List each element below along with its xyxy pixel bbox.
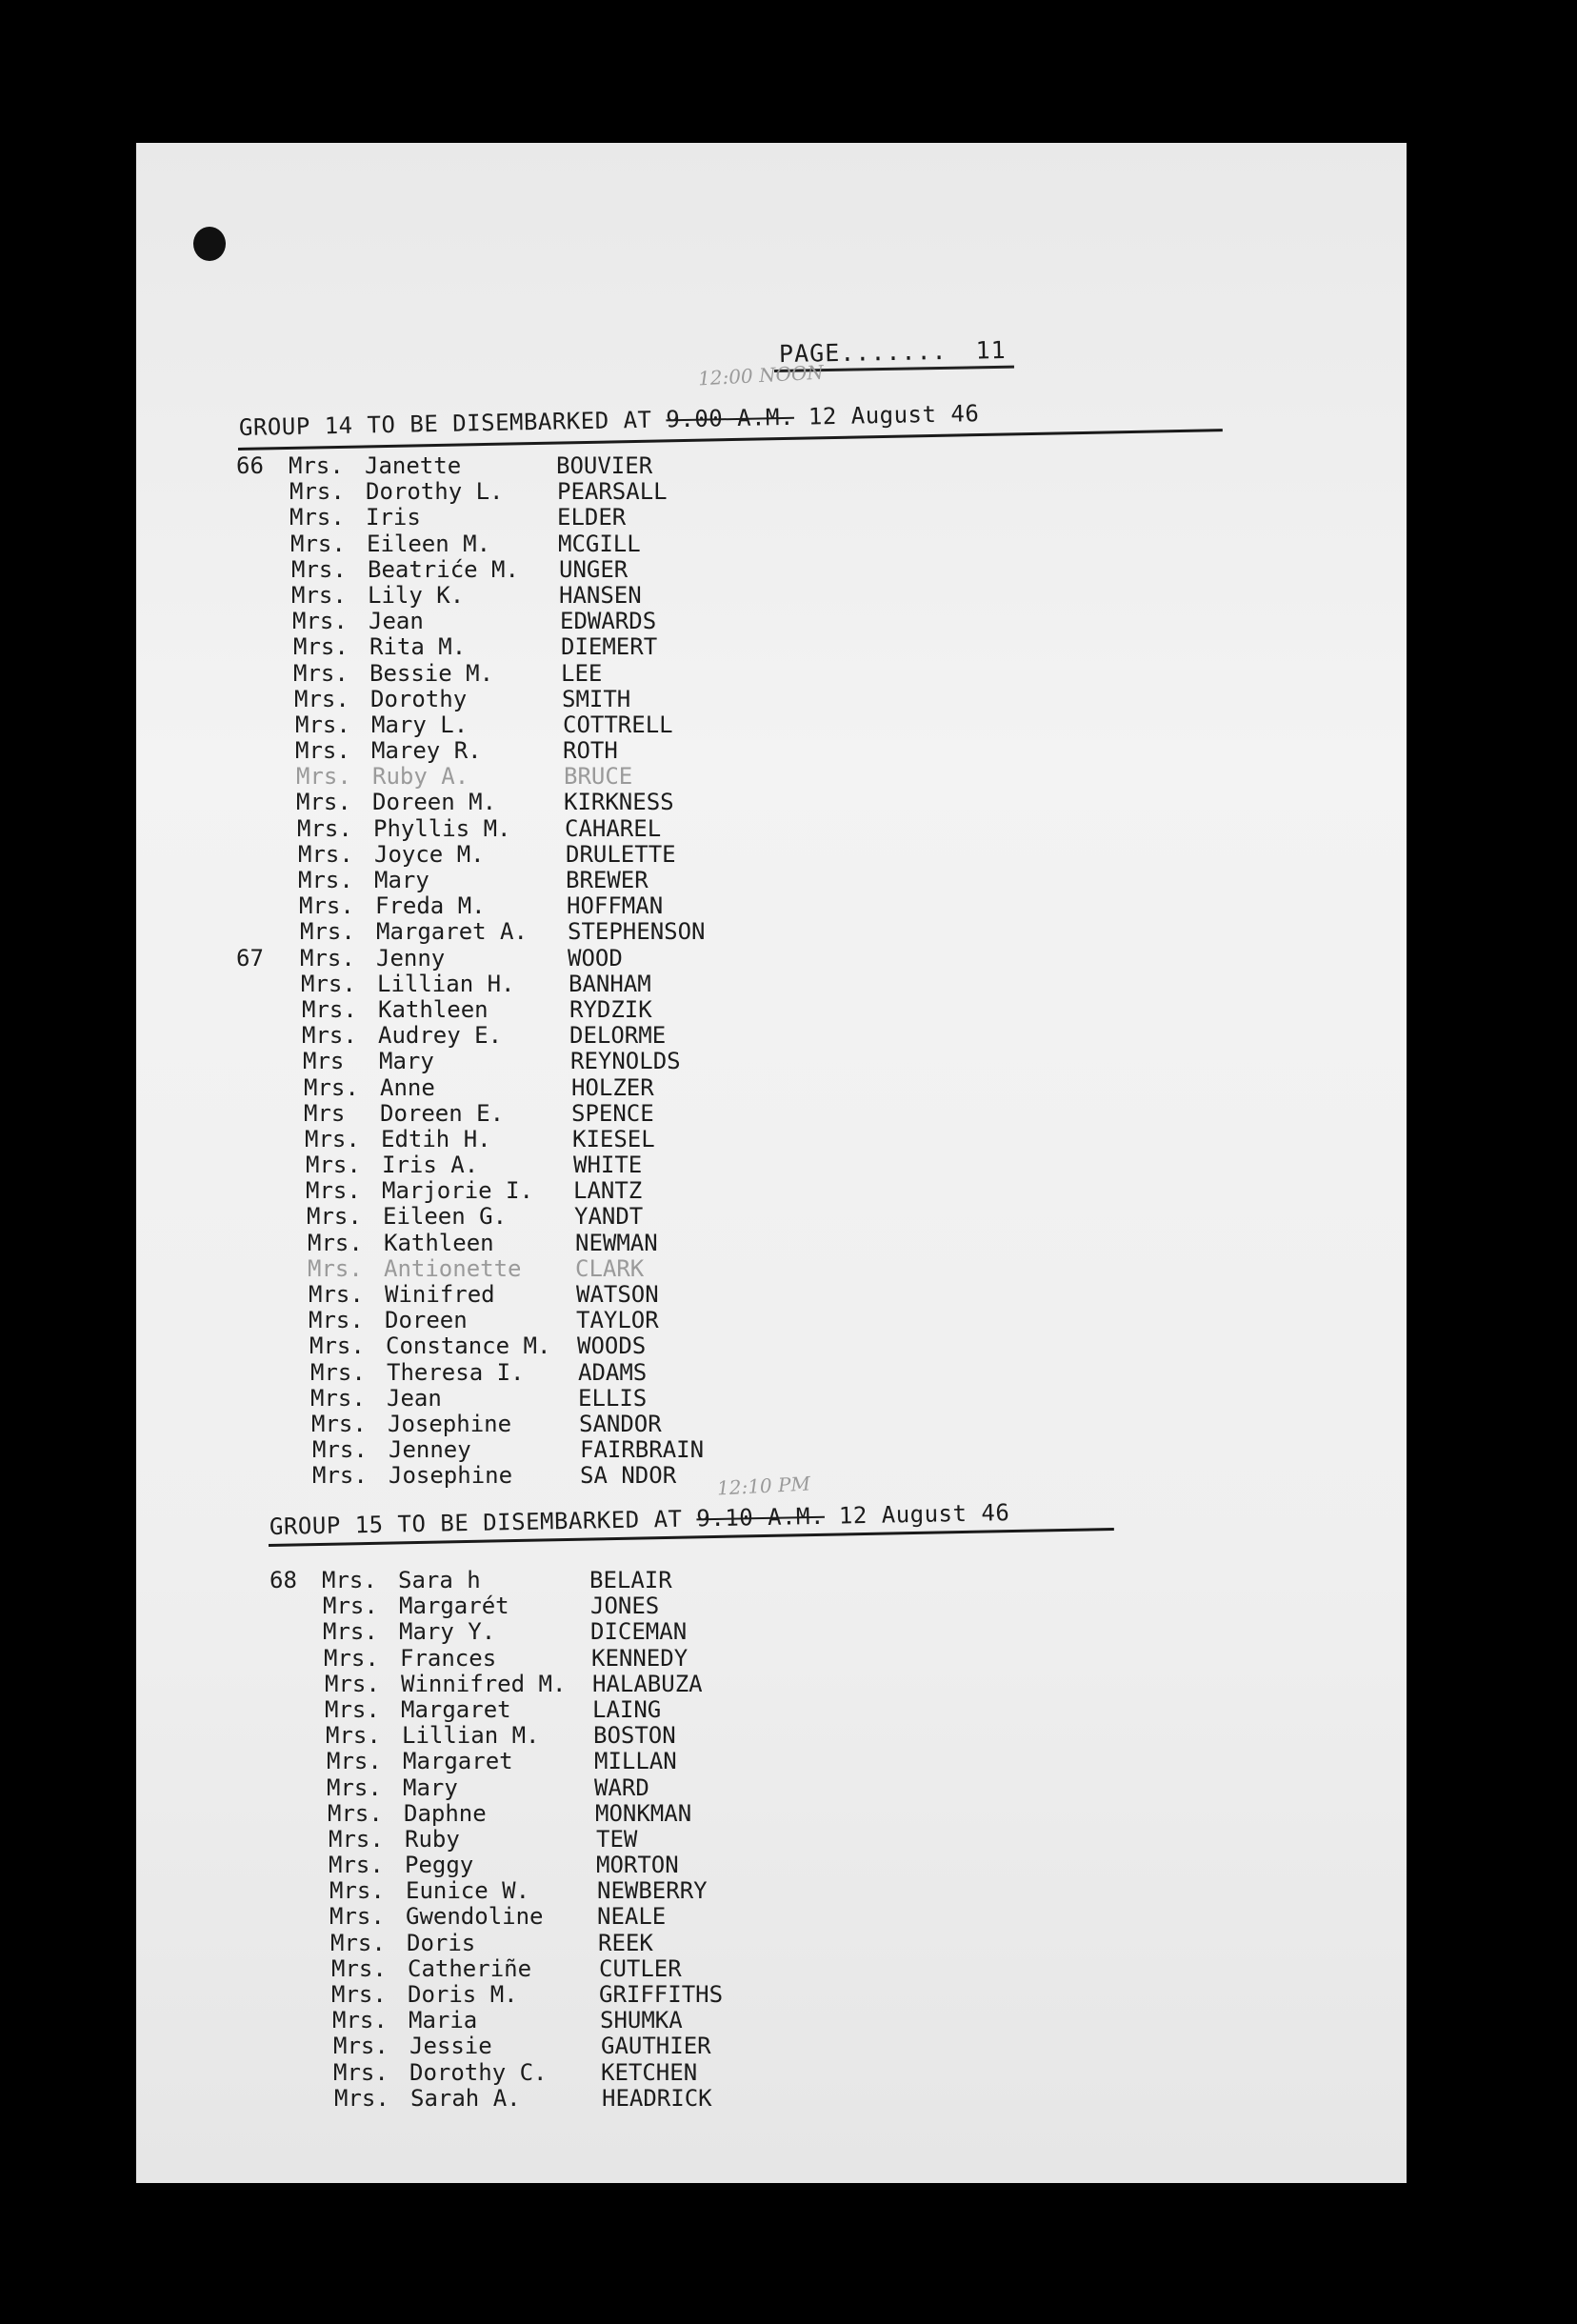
entry-title: Mrs.	[290, 530, 346, 557]
entry-surname: ELDER	[557, 504, 627, 531]
entry-surname: HOFFMAN	[567, 892, 664, 920]
entry-surname: NEWBERRY	[597, 1877, 708, 1905]
entry-given-name: Dorothy L.	[366, 478, 504, 506]
page-number: 11	[975, 335, 1007, 365]
group14-heading-text: GROUP 14 TO BE DISEMBARKED AT	[238, 406, 652, 441]
entry-title: Mrs.	[298, 840, 353, 868]
entry-surname: LAING	[592, 1695, 662, 1723]
entry-surname: CAHAREL	[565, 814, 662, 842]
entry-title: Mrs.	[306, 1152, 361, 1179]
entry-title: Mrs.	[333, 2033, 389, 2060]
entry-surname: CUTLER	[599, 1954, 682, 1982]
entry-surname: MCGILL	[558, 530, 641, 557]
group15-handwritten-time: 12:10 PM	[716, 1472, 811, 1500]
entry-surname: LEE	[561, 659, 603, 687]
entry-given-name: Winnifred M.	[401, 1670, 567, 1697]
entry-given-name: Eunice W.	[406, 1877, 530, 1905]
entry-surname: UNGER	[559, 555, 629, 583]
entry-surname: DELORME	[569, 1022, 667, 1050]
entry-surname: CLARK	[575, 1254, 645, 1282]
entry-surname: GAUTHIER	[601, 2033, 711, 2060]
entry-given-name: Kathleen	[384, 1229, 494, 1256]
entry-given-name: Frances	[400, 1644, 497, 1672]
entry-given-name: Rita M.	[369, 633, 467, 661]
entry-given-name: Joyce M.	[374, 840, 485, 868]
entry-surname: KENNEDY	[591, 1644, 689, 1672]
entry-title: Mrs.	[309, 1332, 365, 1360]
entry-given-name: Marey R.	[371, 737, 482, 765]
entry-given-name: Theresa I.	[387, 1358, 525, 1386]
entry-surname: SA NDOR	[580, 1462, 677, 1490]
entry-title: Mrs.	[300, 918, 355, 946]
entry-given-name: Kathleen	[378, 995, 489, 1023]
entry-title: Mrs.	[312, 1462, 368, 1490]
entry-surname: WARD	[594, 1773, 649, 1801]
entry-surname: TAYLOR	[576, 1307, 659, 1334]
entry-surname: BANHAM	[569, 970, 651, 997]
entry-given-name: Bessie M.	[369, 659, 494, 687]
entry-given-name: Doris	[407, 1929, 476, 1956]
entry-surname: GRIFFITHS	[599, 1981, 724, 2008]
entry-title: Mrs.	[293, 659, 349, 687]
entry-given-name: Ruby	[405, 1825, 460, 1853]
entry-title: Mrs.	[304, 1073, 359, 1101]
entry-given-name: Doreen	[385, 1307, 468, 1334]
entry-given-name: Jean	[387, 1384, 442, 1412]
entry-title: Mrs.	[296, 789, 351, 816]
entry-surname: MONKMAN	[595, 1799, 692, 1827]
entry-surname: HEADRICK	[602, 2084, 712, 2112]
entry-surname: RYDZIK	[569, 995, 652, 1023]
entry-title: Mrs.	[323, 1618, 378, 1646]
entry-surname: SPENCE	[571, 1099, 654, 1127]
entry-surname: HANSEN	[559, 581, 642, 609]
entry-given-name: Janette	[365, 452, 462, 479]
entry-given-name: Ruby A.	[372, 763, 469, 791]
entry-title: Mrs	[304, 1099, 346, 1127]
entry-title: Mrs.	[327, 1748, 382, 1775]
entry-given-name: Dorothy C.	[409, 2058, 548, 2086]
entry-surname: BELAIR	[589, 1567, 672, 1593]
entry-given-name: Mary	[374, 867, 429, 893]
entry-given-name: Dorothy	[370, 685, 468, 712]
entry-title: Mrs.	[310, 1358, 366, 1386]
entry-given-name: Phyllis M.	[373, 814, 511, 842]
entry-surname: WATSON	[576, 1281, 659, 1308]
entry-title: Mrs.	[291, 581, 347, 609]
entry-title: Mrs.	[324, 1644, 379, 1672]
entry-title: Mrs.	[327, 1773, 382, 1801]
entry-surname: BOSTON	[593, 1722, 676, 1750]
entry-given-name: Lillian H.	[377, 970, 515, 997]
entry-surname: DICEMAN	[590, 1618, 688, 1646]
entry-title: Mrs.	[333, 2058, 389, 2086]
entry-title: Mrs.	[299, 892, 354, 920]
entry-surname: YANDT	[574, 1203, 644, 1231]
entry-given-name: Josephine	[388, 1410, 512, 1437]
entry-surname: REYNOLDS	[570, 1048, 681, 1075]
group14-handwritten-time: 12:00 NOON	[697, 360, 825, 391]
entry-surname: MILLAN	[594, 1748, 677, 1775]
entry-surname: BREWER	[566, 867, 649, 893]
entry-title: Mrs.	[305, 1125, 360, 1152]
entry-given-name: Antionette	[384, 1254, 522, 1282]
entry-given-name: Doris M.	[408, 1981, 518, 2008]
entry-title: Mrs.	[323, 1593, 378, 1620]
entry-surname: WOOD	[568, 944, 623, 972]
entry-title: Mrs.	[332, 2007, 388, 2034]
entry-title: Mrs.	[298, 867, 353, 893]
entry-title: Mrs.	[295, 711, 350, 738]
entry-title: Mrs.	[329, 1903, 385, 1931]
entry-surname: KETCHEN	[601, 2058, 698, 2086]
group15-struck-time: 9.10 A.M.	[696, 1502, 826, 1533]
entry-surname: STEPHENSON	[568, 918, 706, 946]
entry-given-name: Margaret	[401, 1695, 511, 1723]
entry-surname: JONES	[590, 1593, 660, 1620]
entry-given-name: Doreen M.	[372, 789, 497, 816]
entry-given-name: Audrey E.	[378, 1022, 503, 1050]
entry-title: Mrs.	[291, 555, 347, 583]
entry-given-name: Peggy	[405, 1852, 474, 1879]
entry-surname: WHITE	[573, 1152, 643, 1179]
entry-title: Mrs.	[302, 1022, 357, 1050]
entry-title: Mrs.	[308, 1229, 363, 1256]
entry-surname: NEALE	[597, 1903, 667, 1931]
entry-surname: KIESEL	[572, 1125, 655, 1152]
entry-given-name: Jenney	[389, 1436, 471, 1464]
entry-given-name: Beatriće M.	[368, 555, 519, 583]
entry-title: Mrs.	[310, 1384, 366, 1412]
entry-given-name: Winifred	[385, 1281, 495, 1308]
entry-title: Mrs.	[309, 1307, 364, 1334]
entry-given-name: Eileen G.	[383, 1203, 508, 1231]
entry-title: Mrs.	[309, 1281, 364, 1308]
entry-title: Mrs.	[300, 944, 355, 972]
entry-surname: HOLZER	[571, 1073, 654, 1101]
entry-given-name: Sara h	[398, 1567, 481, 1593]
entry-surname: HALABUZA	[592, 1670, 703, 1697]
entry-title: Mrs.	[326, 1722, 381, 1750]
entry-title: Mrs	[303, 1048, 345, 1075]
entry-title: Mrs.	[294, 685, 349, 712]
entry-given-name: Freda M.	[375, 892, 486, 920]
entry-title: Mrs.	[329, 1825, 384, 1853]
entry-surname: COTTRELL	[563, 711, 673, 738]
entry-given-name: Mary Y.	[399, 1618, 496, 1646]
entry-title: Mrs.	[329, 1877, 385, 1905]
entry-surname: ELLIS	[578, 1384, 648, 1412]
entry-title: Mrs.	[325, 1695, 380, 1723]
entry-surname: ROTH	[563, 737, 618, 765]
entry-given-name: Jessie	[409, 2033, 492, 2060]
page-label-text: PAGE.......	[778, 337, 948, 369]
entry-surname: SHUMKA	[600, 2007, 683, 2034]
entry-title: Mrs.	[289, 452, 344, 479]
entry-given-name: Catheriñe	[408, 1954, 532, 1982]
entry-surname: DRULETTE	[566, 840, 676, 868]
entry-given-name: Lily K.	[368, 581, 465, 609]
entry-title: Mrs.	[302, 995, 357, 1023]
entry-title: Mrs.	[311, 1410, 367, 1437]
entry-surname: LANTZ	[573, 1177, 643, 1205]
entry-given-name: Iris	[366, 504, 421, 531]
entry-surname: DIEMERT	[561, 633, 658, 661]
entry-surname: EDWARDS	[560, 608, 657, 635]
entry-surname: BOUVIER	[556, 452, 653, 479]
entry-title: Mrs.	[289, 504, 345, 531]
entry-title: Mrs.	[307, 1203, 362, 1231]
entry-surname: NEWMAN	[575, 1229, 658, 1256]
entry-given-name: Sarah A.	[410, 2084, 521, 2112]
entry-given-name: Iris A.	[382, 1152, 479, 1179]
entry-surname: SMITH	[562, 685, 631, 712]
entry-surname: SANDOR	[579, 1410, 662, 1437]
entry-number: 68	[269, 1567, 297, 1593]
entry-surname: WOODS	[577, 1332, 647, 1360]
entry-given-name: Daphne	[404, 1799, 487, 1827]
entry-title: Mrs.	[330, 1929, 386, 1956]
entry-given-name: Mary	[403, 1773, 458, 1801]
entry-given-name: Margaret	[403, 1748, 513, 1775]
entry-title: Mrs.	[308, 1254, 363, 1282]
entry-number: 67	[236, 944, 264, 972]
entry-surname: REEK	[598, 1929, 653, 1956]
entry-title: Mrs.	[325, 1670, 380, 1697]
entry-given-name: Gwendoline	[406, 1903, 544, 1931]
entry-title: Mrs.	[301, 970, 356, 997]
entry-given-name: Margaret A.	[376, 918, 528, 946]
entry-surname: TEW	[596, 1825, 638, 1853]
entry-number: 66	[236, 452, 264, 479]
entry-title: Mrs.	[293, 633, 349, 661]
entry-surname: MORTON	[596, 1852, 679, 1879]
entry-given-name: Anne	[380, 1073, 435, 1101]
entry-surname: PEARSALL	[557, 478, 668, 506]
document-page	[136, 143, 1407, 2183]
entry-given-name: Edtih H.	[381, 1125, 491, 1152]
group15-date: 12 August 46	[838, 1499, 1010, 1530]
entry-surname: KIRKNESS	[564, 789, 674, 816]
entry-title: Mrs.	[329, 1852, 384, 1879]
entry-given-name: Josephine	[389, 1462, 513, 1490]
entry-title: Mrs.	[328, 1799, 383, 1827]
entry-title: Mrs.	[292, 608, 348, 635]
entry-given-name: Mary	[379, 1048, 434, 1075]
entry-title: Mrs.	[322, 1567, 377, 1593]
entry-given-name: Jenny	[376, 944, 446, 972]
group14-date: 12 August 46	[808, 400, 980, 431]
entry-given-name: Doreen E.	[380, 1099, 505, 1127]
entry-title: Mrs.	[334, 2084, 389, 2112]
entry-title: Mrs.	[295, 737, 350, 765]
entry-title: Mrs.	[306, 1177, 361, 1205]
entry-surname: ADAMS	[578, 1358, 648, 1386]
entry-surname: BRUCE	[564, 763, 633, 791]
entry-given-name: Constance M.	[386, 1332, 551, 1360]
punch-hole	[193, 227, 226, 261]
entry-given-name: Maria	[409, 2007, 478, 2034]
entry-given-name: Mary L.	[371, 711, 469, 738]
entry-given-name: Eileen M.	[367, 530, 491, 557]
entry-title: Mrs.	[297, 814, 352, 842]
entry-title: Mrs.	[296, 763, 351, 791]
group15-heading-text: GROUP 15 TO BE DISEMBARKED AT	[269, 1505, 683, 1540]
entry-given-name: Jean	[369, 608, 424, 635]
entry-title: Mrs.	[312, 1436, 368, 1464]
entry-given-name: Margarét	[399, 1593, 509, 1620]
entry-title: Mrs.	[331, 1954, 387, 1982]
entry-title: Mrs.	[331, 1981, 387, 2008]
entry-title: Mrs.	[289, 478, 345, 506]
group14-struck-time: 9.00 A.M.	[666, 403, 795, 433]
entry-given-name: Lillian M.	[402, 1722, 540, 1750]
entry-given-name: Marjorie I.	[382, 1177, 533, 1205]
entry-surname: FAIRBRAIN	[580, 1436, 705, 1464]
